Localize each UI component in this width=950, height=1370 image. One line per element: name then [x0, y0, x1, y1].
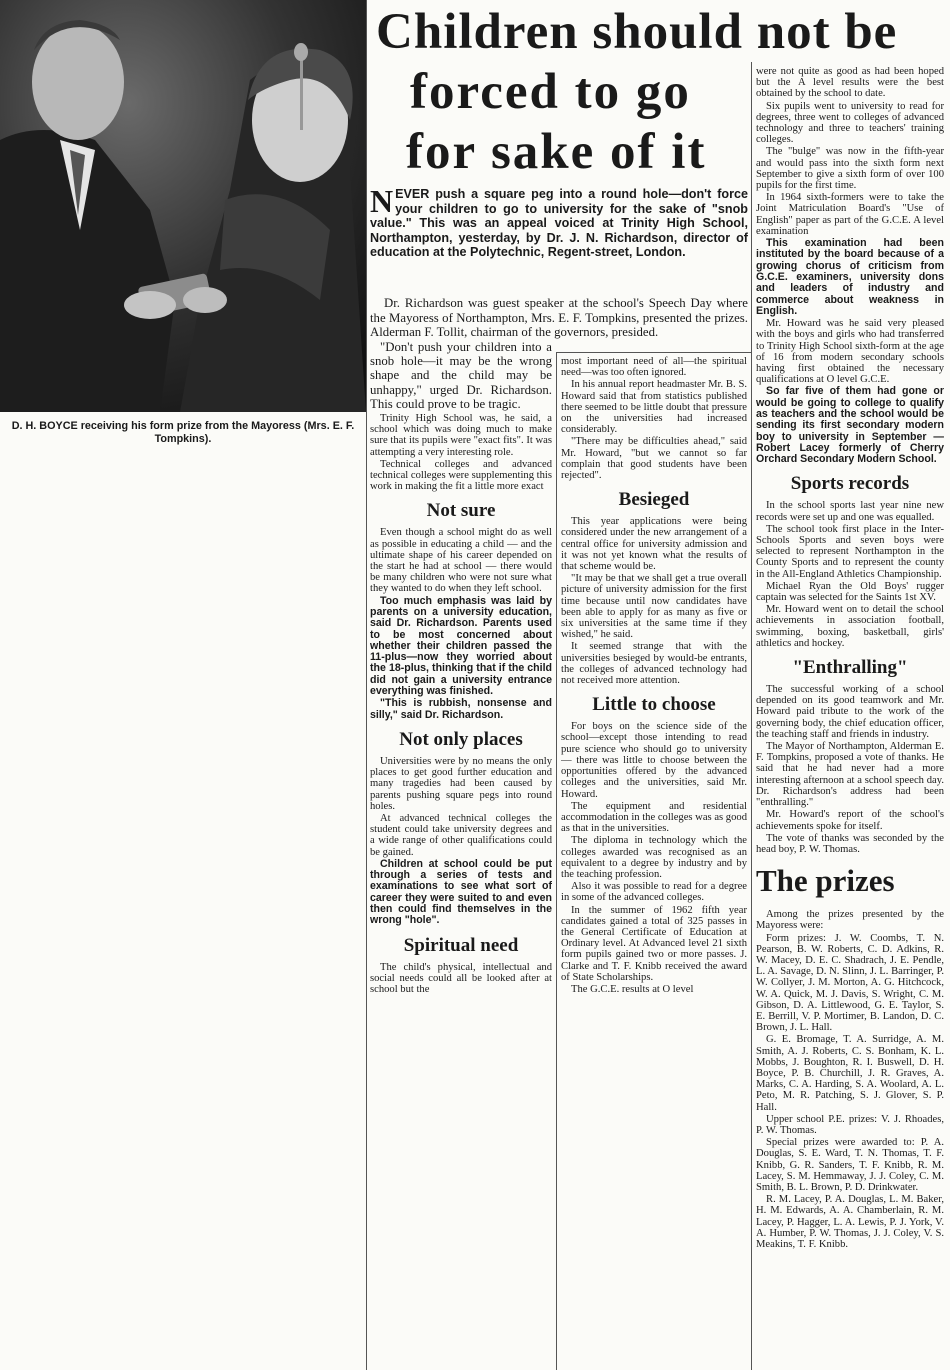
bold-paragraph: Too much emphasis was laid by parents on a university education, said Dr. Richardson. Parents used to be most concerned about whether their children passed the 11-plus—now they worried about the 18-plus, thinking that if the child did not gain a university entrance everything was finished. [370, 594, 552, 698]
photo-image [0, 0, 366, 412]
column-rule [556, 352, 751, 353]
subheading: Besieged [618, 489, 690, 511]
paragraph: At advanced technical colleges the student could take university degrees and a wide range of other qualifications could be gained. [370, 812, 552, 858]
paragraph: The G.C.E. results at O level [571, 983, 694, 995]
subheading: Little to choose [592, 694, 716, 716]
prizes-paragraph: Form prizes: J. W. Coombs, T. N. Pearson, B. W. Roberts, C. D. Adkins, R. W. Macey, D. E. C. Shadrach, J. E. Pendle, L. A. Savage, D. N. Slinn, J. L. Barringer, P. W. Collyer, J. M. Morton, A. G. Hitchcock, W. A. Quick, M. J. Davis, S. Wright, C. M. Gibson, D. A. Littlewood, G. E. Taylor, S. E. Berrill, V. P. Mortimer, B. Landon, D. C. Brown, J. L. Hall. [756, 932, 944, 1034]
subheading: Spiritual need [403, 934, 519, 956]
photo-caption: D. H. BOYCE receiving his form prize from the Mayoress (Mrs. E. F. Tompkins). [11, 420, 355, 445]
prizes-paragraph: Special prizes were awarded to: P. A. Douglas, S. E. Ward, T. N. Thomas, T. F. Knibb, G. R. Sanders, T. F. Knibb, R. M. Lacey, S. M. Hemmaway, J. J. Coley, C. M. Smith, B. L. Brown, P. D. Drinkwater. [756, 1137, 944, 1193]
intro-paragraph: "Don't push your children into a snob hole—it may be the wrong shape and the child may be unhappy," urged Dr. Richardson. This could prove to be tragic. [370, 340, 552, 411]
paragraph: The Mayor of Northampton, Alderman E. F. Tompkins, proposed a vote of thanks. He said that he had never had a more interesting afternoon at a school speech day. Dr. Richardson's address had been "enthralling." [756, 741, 944, 809]
paragraph: The vote of thanks was seconded by the head boy, P. W. Thomas. [756, 832, 944, 855]
drop-cap: N [370, 183, 394, 219]
headline-line: forced to go [410, 64, 691, 120]
paragraph: Technical colleges and advanced technical colleges were supplementing this work in making the fit a little more exact [370, 458, 552, 493]
paragraph: Trinity High School was, he said, a school which was doing much to make sure that its pupils were "exact fits". It was attempting a very interesting role. [370, 413, 552, 458]
bold-paragraph: Children at school could be put through a series of tests and examinations to see what sort of career they were suited to and even then could find themselves in the wrong "hole". [370, 857, 552, 927]
headline-line: for sake of it [406, 124, 707, 180]
lead-text: EVER push a square peg into a round hole—don't force your children to go to university for the sake of "snob value." This was an appeal voiced at Trinity High School, Northampton, yesterday, by Dr. J. N. Richardson, director of education at the Polytechnic, Regent-street, London. [370, 187, 748, 260]
prizes-paragraph: R. M. Lacey, P. A. Douglas, L. M. Baker, H. M. Edwards, A. A. Chamberlain, R. M. Lacey, P. Hagger, L. A. Lewis, P. J. York, V. A. Humber, P. W. Thomas, J. J. Coley, V. S. Meakins, T. F. Knibb. [756, 1194, 944, 1250]
paragraph: were not quite as good as had been hoped but the A level results were the best obtained by the school to date. [756, 66, 944, 100]
subheading: Not only places [399, 728, 523, 750]
paragraph: Also it was possible to read for a degree in some of the advanced colleges. [561, 881, 747, 904]
article-column-3 [756, 66, 944, 1370]
article-column-1 [370, 340, 552, 1370]
paragraph: Michael Ryan the Old Boys' rugger captain was selected for the Saints 1st XV. [756, 580, 944, 604]
paragraph: For boys on the science side of the school—except those intending to read pure science who should go to university — there was little to choose between the opportunities offered by the advanced colleges and the universities, said Mr. Howard. [561, 721, 747, 800]
paragraph: Six pupils went to university to read for degrees, three went to colleges of advanced technology and three to teachers' training colleges. [756, 100, 944, 146]
paragraph: The successful working of a school depended on its good teamwork and Mr. Howard paid tribute to the work of the governing body, the chief education officer, the teaching staff and friends in industry. [756, 684, 944, 740]
intro-paragraph: Dr. Richardson was guest speaker at the school's Speech Day where the Mayoress of Northampton, Mrs. E. F. Tompkins, presented the prizes. Alderman F. Tollit, chairman of the governors, presided. [370, 296, 748, 340]
article-column-2 [561, 356, 747, 1370]
column-rule [751, 62, 752, 1370]
bold-paragraph: So far five of them had gone or would be going to college to qualify as teachers and the school would be sending its first secondary modern boy to university in September — Robert Lacey formerly of Cherry Orchard Secondary Modern School. [756, 385, 944, 466]
bold-paragraph: This examination had been instituted by the board because of a growing chorus of criticism from G.C.E. examiners, university dons and leaders of industry and commerce about weakness in English. [756, 237, 944, 317]
paragraph: most important need of all—the spiritual need—was too often ignored. [561, 356, 747, 379]
prizes-paragraph: Among the prizes presented by the Mayoress were: [756, 909, 944, 932]
subheading: Sports records [790, 473, 910, 495]
subheading: Not sure [426, 500, 496, 522]
paragraph: This year applications were being considered under the new arrangement of a central office for university admission and it was not yet known what the results of that scheme would be. [561, 516, 747, 573]
paragraph: The equipment and residential accommodation in the colleges was as good as that in the universities. [561, 800, 747, 835]
subheading: "Enthralling" [792, 657, 908, 679]
paragraph: It seemed strange that with the universities besieged by would-be entrants, the colleges of advanced technology had not received more attention. [561, 641, 747, 687]
paragraph: Universities were by no means the only places to get good further education and many tragedies had been caused by parents pushing square pegs into round holes. [370, 755, 552, 812]
paragraph: Mr. Howard was he said very pleased with the boys and girls who had transferred to Trinity High School sixth-form at the age of 16 from modern secondary schools having first obtained the necessary qualifications at O level G.C.E. [756, 318, 944, 386]
prizes-paragraph: G. E. Bromage, T. A. Surridge, A. M. Smith, A. J. Roberts, C. S. Bonham, K. L. Mobbs, J. Boughton, R. I. Buswell, D. H. Boyce, P. B. Churchill, J. R. Graves, A. Marks, C. A. Harding, S. A. Woolard, A. L. Peto, M. R. Patching, S. J. Glover, S. P. Hall. [756, 1034, 944, 1113]
paragraph: Mr. Howard's report of the school's achievements spoke for itself. [756, 809, 944, 832]
paragraph: Mr. Howard went on to detail the school achievements in association football, swimming, boxing, basketball, girls' athletics and hockey. [756, 604, 944, 649]
lead-paragraph [370, 183, 748, 260]
intro-text [370, 296, 748, 340]
bold-paragraph: "This is rubbish, nonsense and silly," said Dr. Richardson. [370, 697, 552, 721]
paragraph: The "bulge" was now in the fifth-year and would pass into the sixth form next September to give a sixth form of over 100 pupils for the first time. [756, 146, 944, 192]
paragraph: Even though a school might do as well as possible in educating a child — and the ultimate shape of his career depended on the start he had at school — there would be many children who were not sure what they wanted to do when they left school. [370, 527, 552, 595]
paragraph: In his annual report headmaster Mr. B. S. Howard said that from statistics published there seemed to be little doubt that pressure on the universities had increased considerably. [561, 379, 747, 436]
prizes-heading: The prizes [756, 863, 895, 899]
paragraph: The child's physical, intellectual and social needs could all be looked after at school but the [370, 961, 552, 995]
column-rule [366, 0, 367, 1370]
column-rule [556, 352, 557, 1370]
prizes-paragraph: Upper school P.E. prizes: V. J. Rhoades, P. W. Thomas. [756, 1113, 944, 1136]
paragraph: The school took first place in the Inter-Schools Sports and seven boys were selected to represent Northampton in the County Sports and to represent the county in the All-England Athletics Championship. [756, 523, 944, 580]
paragraph: In 1964 sixth-formers were to take the Joint Matriculation Board's "Use of English" paper as part of the G.C.E. A level examination [756, 192, 944, 237]
paragraph: In the summer of 1962 fifth year candidates gained a total of 325 passes in the General Certificate of Education at Ordinary level. At Advanced level 21 sixth form pupils gained two or more passes. J. Clarke and T. F. Knibb received the award of State Scholarships. [561, 904, 747, 983]
paragraph: In the school sports last year nine new records were set up and one was equalled. [756, 500, 944, 523]
prize-photo [0, 0, 366, 412]
headline-line: Children should not be [376, 4, 898, 60]
paragraph: "It may be that we shall get a true overall picture of university admission for the first time because until now candidates have been able to apply for as many as five or six universities at the same time if they wished," he said. [561, 573, 747, 641]
paragraph: The diploma in technology which the colleges awarded was recognised as an equivalent to a degree by industry and by the teaching profession. [561, 835, 747, 880]
paragraph: "There may be difficulties ahead," said Mr. Howard, "but we cannot so far complain that good students have been rejected". [561, 436, 747, 482]
